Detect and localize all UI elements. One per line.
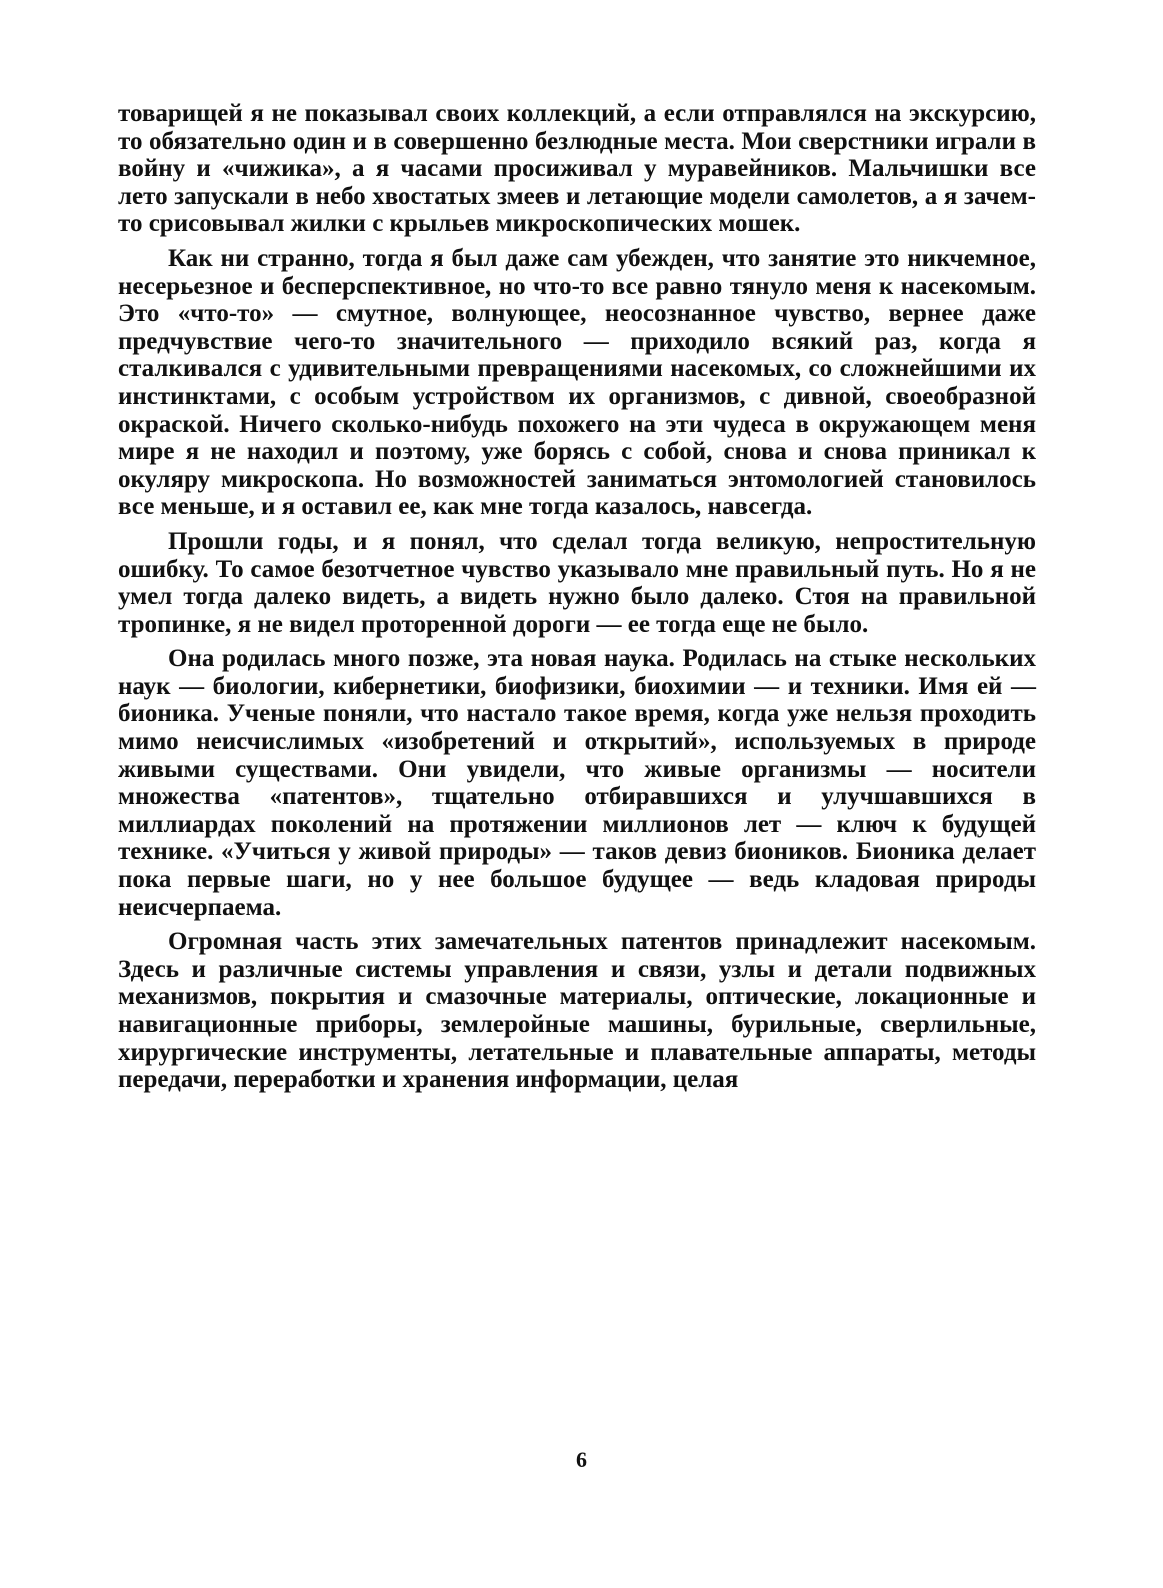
page-number: 6: [576, 1447, 587, 1472]
paragraph-4: Она родилась много позже, эта новая наука. Родилась на стыке нескольких наук — биологии, кибернетики, биофизики, биохимии — и техники. Имя ей — бионика. Ученые поняли, что настало такое время, когда уже нельзя проходить мимо неисчислимых «изобретений и открытий», используемых в природе живыми существами. Они увидели, что живые организмы — носители множества «патентов», тщательно отбиравшихся и улучшавшихся в миллиардах поколений на протяжении миллионов лет — ключ к будущей технике. «Учиться у живой природы» — таков девиз биоников. Бионика делает пока первые шаги, но у нее большое будущее — ведь кладовая природы неисчерпаема.: [118, 645, 1036, 921]
book-page-text: [118, 100, 1036, 1101]
paragraph-3: Прошли годы, и я понял, что сделал тогда великую, непростительную ошибку. То самое безотчетное чувство указывало мне правильный путь. Но я не умел тогда далеко видеть, а видеть нужно было далеко. Стоя на правильной тропинке, я не видел проторенной дороги — ее тогда еще не было.: [118, 527, 1036, 638]
paragraph-5: Огромная часть этих замечательных патентов принадлежит насекомым. Здесь и различные системы управления и связи, узлы и детали подвижных механизмов, покрытия и смазочные материалы, оптические, локационные и навигационные приборы, землеройные машины, бурильные, сверлильные, хирургические инструменты, летательные и плавательные аппараты, методы передачи, переработки и хранения информации, целая: [118, 928, 1036, 1094]
paragraph-2: Как ни странно, тогда я был даже сам убежден, что занятие это никчемное, несерьезное и бесперспективное, но что-то все равно тянуло меня к насекомым. Это «что-то» — смутное, волнующее, неосознанное чувство, вернее даже предчувствие чего-то значительного — приходило всякий раз, когда я сталкивался с удивительными превращениями насекомых, со сложнейшими их инстинктами, с особым устройством их организмов, с дивной, своеобразной окраской. Ничего сколько-нибудь похожего на эти чудеса в окружающем меня мире я не находил и поэтому, уже борясь с собой, снова и снова приникал к окуляру микроскопа. Но возможностей заниматься энтомологией становилось все меньше, и я оставил ее, как мне тогда казалось, навсегда.: [118, 244, 1036, 521]
paragraph-1: товарищей я не показывал своих коллекций, а если отправлялся на экскурсию, то обязательно один и в совершенно безлюдные места. Мои сверстники играли в войну и «чижика», а я часами просиживал у муравейников. Мальчишки все лето запускали в небо хвостатых змеев и летающие модели самолетов, а я зачем-то срисовывал жилки с крыльев микроскопических мошек.: [118, 100, 1036, 238]
